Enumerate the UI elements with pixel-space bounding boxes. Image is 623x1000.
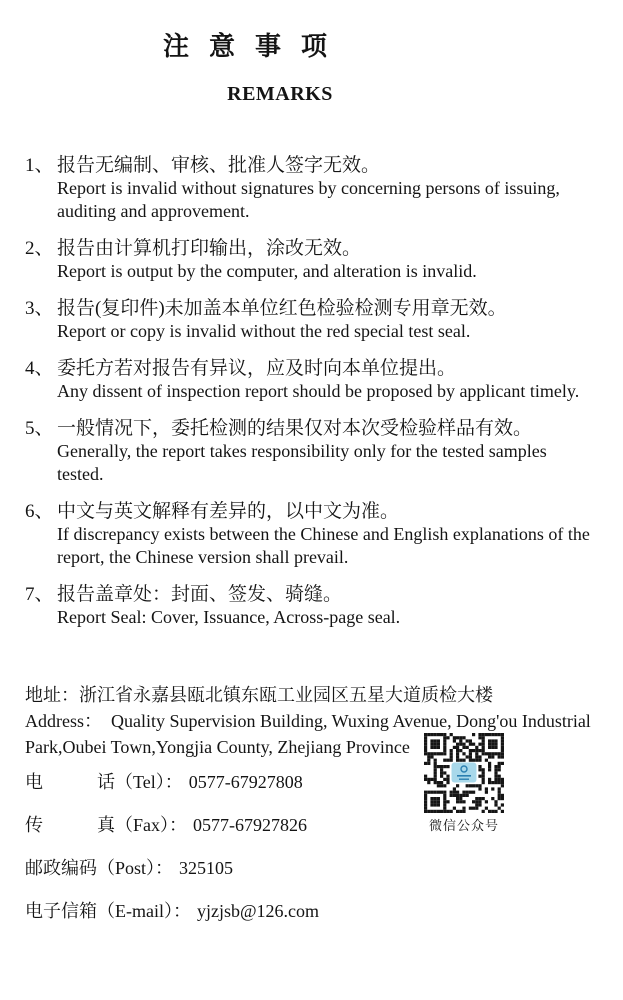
item-number: 6、 [25,501,54,522]
post-value: 325105 [179,858,234,878]
item-text-cn: 报告盖章处：封面、签发、骑缝。 [57,584,343,605]
item-text-cn: 报告无编制、审核、批准人签字无效。 [57,155,381,176]
item-text-cn: 报告由计算机打印输出，涂改无效。 [57,238,362,259]
remark-item [25,154,593,223]
item-number: 2、 [25,238,54,259]
item-number: 1、 [25,155,54,176]
item-text-cn: 委托方若对报告有异议，应及时向本单位提出。 [57,358,457,379]
tel-value: 0577-67927808 [188,772,303,792]
fax-label: 传 真（Fax）： [25,815,187,835]
tel-label: 电 话（Tel）： [25,772,183,792]
qr-code-icon [424,733,504,813]
contact-row-tel [25,772,623,792]
item-text-en: Generally, the report takes responsibility only for the tested samples tested. [57,441,547,484]
item-number: 3、 [25,298,54,319]
contact-row-email [25,901,623,921]
address-block [25,682,603,760]
address-line-en: Park,Oubei Town,Yongjia County, Zhejiang Province [25,737,410,757]
remark-item [25,583,593,629]
address-line-en: Address： Quality Supervision Building, Wuxing Avenue, Dong'ou Industrial [25,711,591,731]
item-text-en: Report Seal: Cover, Issuance, Across-page seal. [57,607,401,627]
remark-item [25,417,593,486]
fax-value: 0577-67927826 [193,815,307,835]
post-label: 邮政编码（Post）： [25,858,174,878]
item-text-en: Report is output by the computer, and alteration is invalid. [57,261,477,281]
item-text-cn: 中文与英文解释有差异的，以中文为准。 [57,501,400,522]
item-text-en: Report is invalid without signatures by concerning persons of issuing, [57,178,560,198]
remark-item [25,357,593,403]
item-number: 7、 [25,584,54,605]
contact-block [25,772,623,921]
contact-row-post [25,858,623,878]
qr-label: 微信公众号 [428,818,499,833]
page-title-cn: 注意事项 [162,32,347,61]
item-text-en: Report or copy is invalid without the red special test seal. [57,321,471,341]
remark-item [25,500,593,569]
page-title-en: REMARKS [227,83,333,105]
remark-item [25,297,593,343]
wechat-qr-block [424,733,504,833]
item-number: 4、 [25,358,54,379]
contact-row-fax [25,815,623,835]
item-number: 5、 [25,418,54,439]
email-value: yjzjsb@126.com [196,901,320,921]
item-text-cn: 报告(复印件)未加盖本单位红色检验检测专用章无效。 [57,298,507,319]
email-label: 电子信箱（E-mail）： [25,901,191,921]
item-text-en: auditing and approvement. [57,201,250,221]
item-text-en: Any dissent of inspection report should be proposed by applicant timely. [57,381,580,401]
item-text-en: If discrepancy exists between the Chinese and English explanations of the [57,524,590,544]
remarks-list [25,154,593,629]
remark-item [25,237,593,283]
item-text-cn: 一般情况下，委托检测的结果仅对本次受检验样品有效。 [57,418,533,439]
item-text-en: report, the Chinese version shall prevail. [57,547,349,567]
address-line-cn: 地址：浙江省永嘉县瓯北镇东瓯工业园区五星大道质检大楼 [25,685,493,705]
